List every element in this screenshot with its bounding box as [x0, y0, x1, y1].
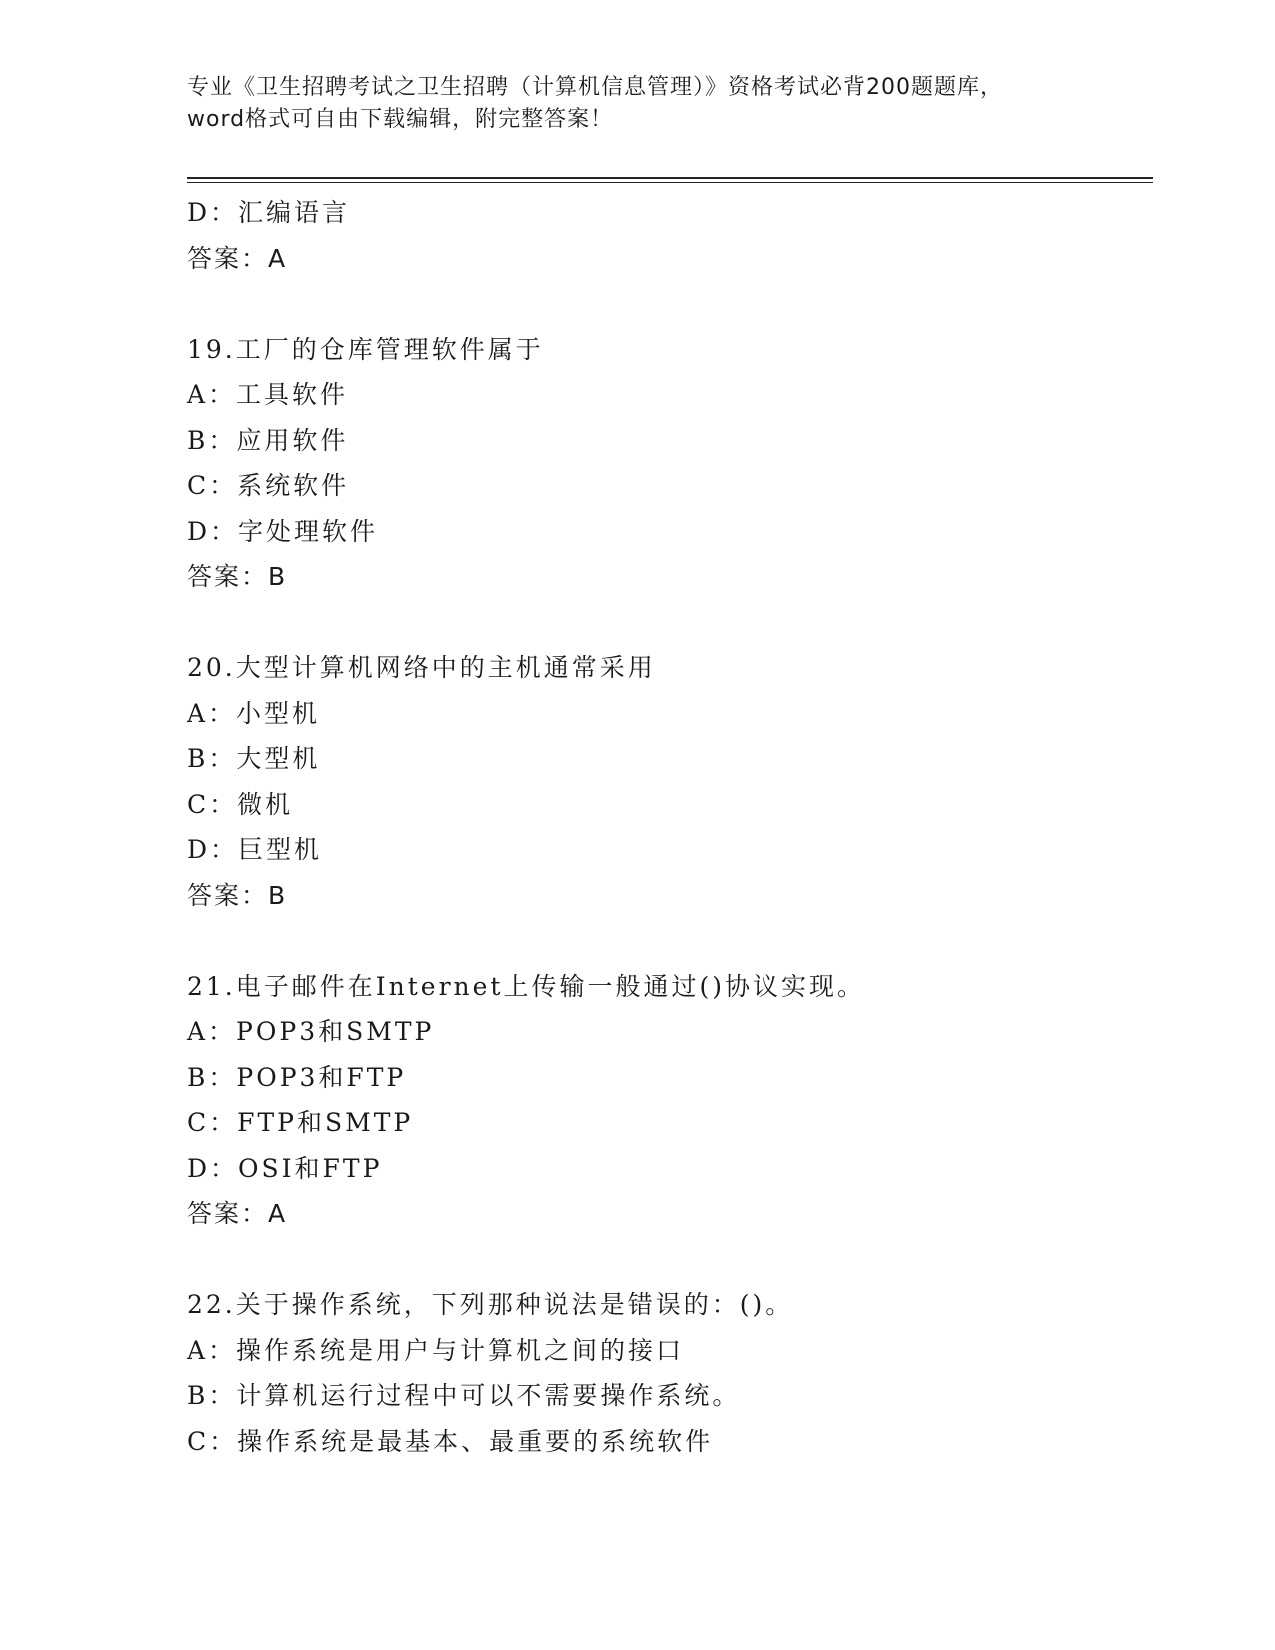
question-text: 20.大型计算机网络中的主机通常采用	[187, 653, 656, 682]
option-text: C：FTP和SMTP	[187, 1108, 414, 1137]
option-text: A：POP3和SMTP	[187, 1017, 435, 1046]
option-text: C：操作系统是最基本、最重要的系统软件	[187, 1426, 714, 1456]
question-list	[187, 190, 1153, 1464]
option-text: A：操作系统是用户与计算机之间的接口	[187, 1335, 685, 1365]
header-divider-thin	[187, 182, 1153, 183]
header-line-1: 专业《卫生招聘考试之卫生招聘（计算机信息管理）》资格考试必背200题题库，	[187, 75, 1003, 100]
option-text: C：系统软件	[187, 471, 350, 500]
spacer	[187, 918, 1153, 964]
document-header	[187, 72, 1087, 136]
spacer	[187, 1237, 1153, 1283]
spacer	[187, 600, 1153, 646]
option-text: D：汇编语言	[187, 198, 351, 227]
spacer	[187, 281, 1153, 327]
option-text: A：工具软件	[187, 380, 349, 409]
answer-text: 答案：A	[187, 1199, 288, 1228]
header-divider-thick	[187, 177, 1153, 179]
option-text: B：计算机运行过程中可以不需要操作系统。	[187, 1381, 741, 1410]
header-line-2: word格式可自由下载编辑，附完整答案！	[187, 107, 614, 132]
option-text: B：大型机	[187, 744, 321, 773]
option-text: D：OSI和FTP	[187, 1153, 383, 1183]
option-text: C：微机	[187, 789, 294, 819]
answer-text: 答案：A	[187, 243, 288, 273]
option-text: B：应用软件	[187, 425, 349, 455]
option-text: D：字处理软件	[187, 516, 379, 546]
option-text: D：巨型机	[187, 835, 323, 864]
option-text: B：POP3和FTP	[187, 1062, 407, 1092]
question-text: 22.关于操作系统，下列那种说法是错误的：()。	[187, 1290, 794, 1319]
answer-text: 答案：B	[187, 562, 288, 591]
question-text: 19.工厂的仓库管理软件属于	[187, 334, 544, 364]
answer-text: 答案：B	[187, 880, 288, 910]
question-text: 21.电子邮件在Internet上传输一般通过()协议实现。	[187, 971, 865, 1001]
option-text: A：小型机	[187, 698, 321, 728]
